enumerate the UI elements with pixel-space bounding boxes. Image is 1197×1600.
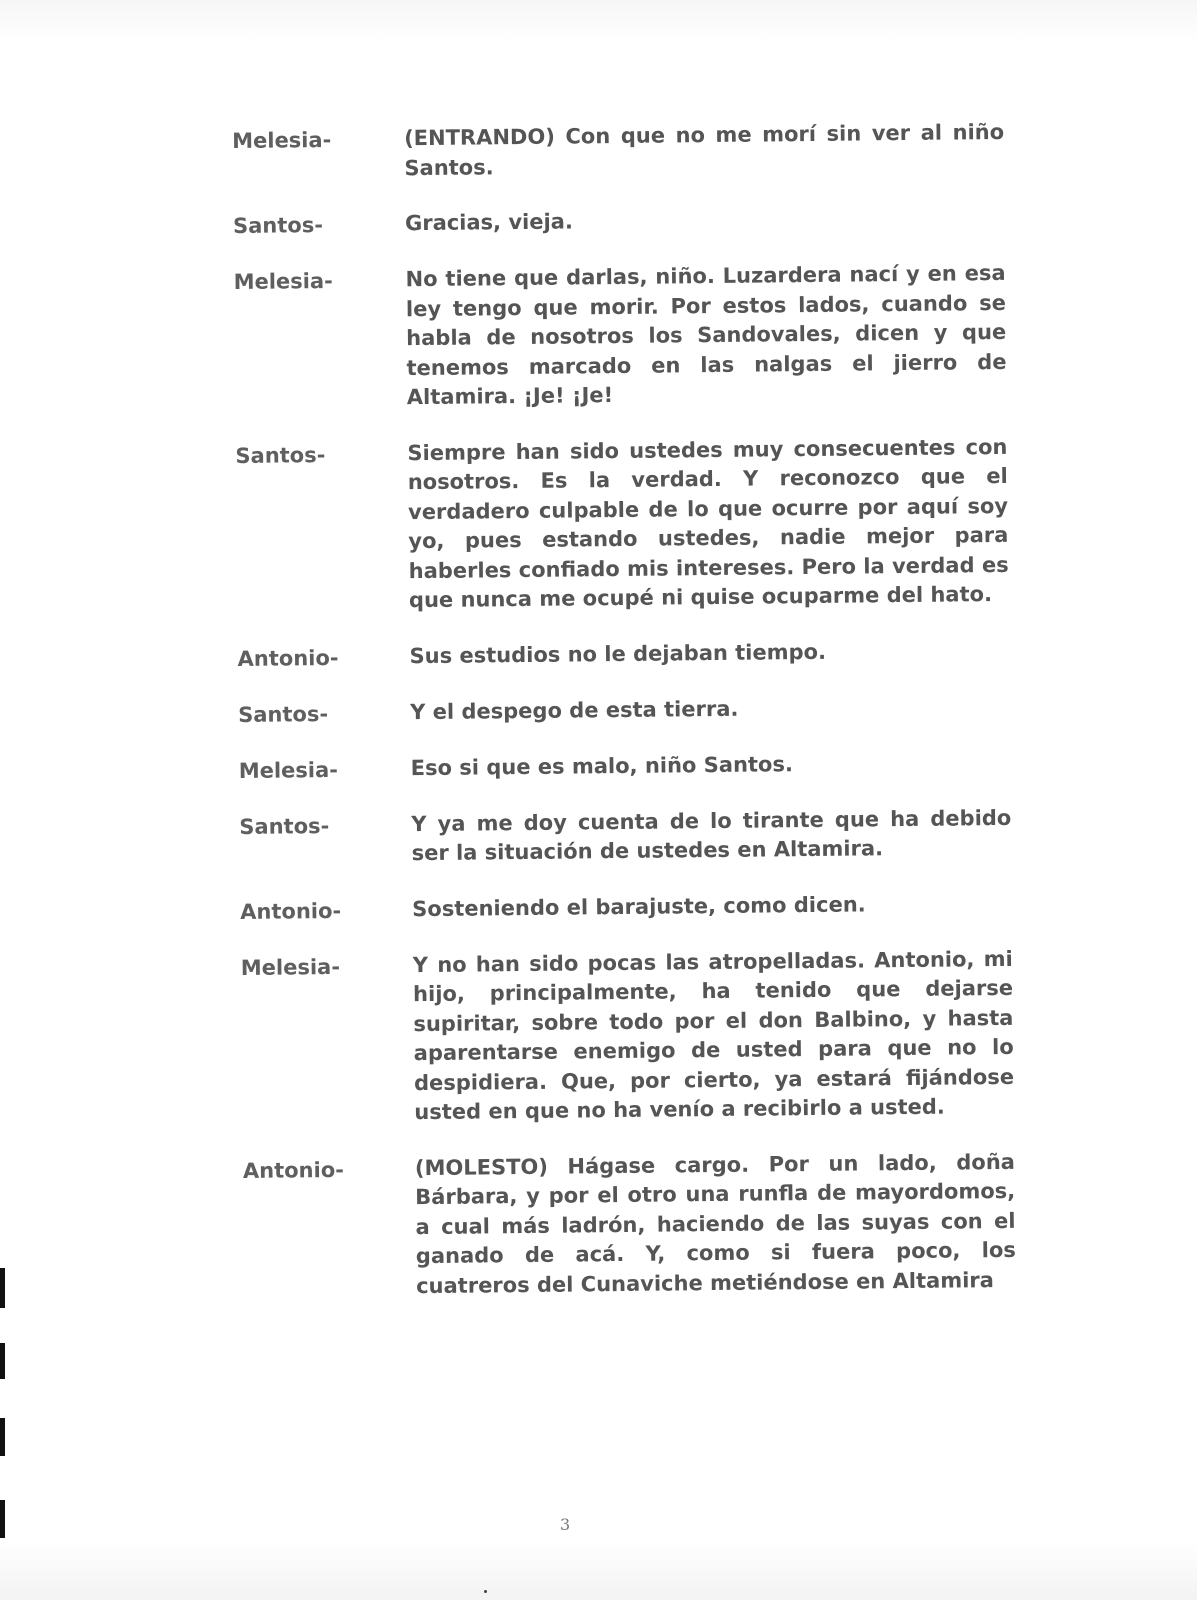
dialogue-line xyxy=(237,635,1037,673)
speaker-name: Antonio- xyxy=(240,898,342,924)
binding-mark xyxy=(0,1500,5,1538)
dialogue-line xyxy=(235,432,1037,617)
speech-text: Sosteniendo el barajuste, como dicen. xyxy=(412,891,866,921)
speech-text: Eso si que es malo, niño Santos. xyxy=(410,751,794,780)
speech-text: Siempre han sido ustedes muy consecuentes con nosotros. Es la verdad. Y reconozco que el verdadero culpable de lo que ocurre por aquí soy yo, pues estando ustedes, nadie mejor para haberles confiado mis intereses. Pero la verdad es que nunca me ocupé ni quise ocuparme del hato. xyxy=(407,434,1009,613)
speaker-name: Melesia- xyxy=(240,954,341,980)
dialogue-line xyxy=(239,747,1039,785)
speech-text: Y el despego de esta tierra. xyxy=(410,696,739,724)
page-number: 3 xyxy=(560,1515,571,1534)
speaker-name: Santos- xyxy=(239,813,330,839)
speech-text: No tiene que darlas, niño. Luzardera nací y en esa ley tengo que morir. Por estos lados, cuando se habla de nosotros los Sandovales, dicen y que tenemos marcado en las nalgas el jierro de Altamira. ¡Je! ¡Je! xyxy=(405,260,1007,410)
speaker-name: Antonio- xyxy=(237,645,339,671)
scan-speck xyxy=(484,1590,487,1593)
speaker-name: Melesia- xyxy=(232,127,332,153)
speech-text: Gracias, vieja. xyxy=(404,209,574,236)
dialogue-block xyxy=(232,118,1044,1303)
speaker-name: Melesia- xyxy=(233,268,333,294)
speaker-name: Antonio- xyxy=(242,1157,345,1183)
binding-mark xyxy=(0,1418,5,1456)
dialogue-line xyxy=(240,888,1040,926)
speaker-name: Santos- xyxy=(238,701,329,727)
binding-mark xyxy=(0,1343,5,1379)
speech-text: (MOLESTO) Hágase cargo. Por un lado, doña Bárbara, y por el otro una runfla de mayordomos, a cual más ladrón, haciendo de las suyas con el ganado de acá. Y, como si fuera poco, los cuatreros del Cunaviche metiéndose en Altamira xyxy=(414,1149,1016,1298)
speaker-name: Santos- xyxy=(232,213,324,238)
dialogue-line xyxy=(243,1147,1045,1303)
speaker-name: Melesia- xyxy=(238,757,339,783)
dialogue-line xyxy=(238,691,1038,729)
dialogue-line xyxy=(233,259,1035,415)
speech-text: Y no han sido pocas las atropelladas. Antonio, mi hijo, principalmente, ha tenido que dejarse supiritar, sobre todo por el don Balbino, y hasta aparentarse enemigo de usted para que no lo despidiera. Que, por cierto, ya estará fijándose usted en que no ha venío a recibirlo a usted. xyxy=(412,946,1015,1125)
dialogue-line xyxy=(239,803,1040,870)
dialogue-line xyxy=(233,203,1033,241)
speech-text: (ENTRANDO) Con que no me morí sin ver al niño Santos. xyxy=(404,119,1005,180)
dialogue-line xyxy=(232,118,1033,185)
speech-text: Sus estudios no le dejaban tiempo. xyxy=(409,639,827,668)
speech-text: Y ya me doy cuenta de lo tirante que ha debido ser la situación de ustedes en Altamira. xyxy=(411,805,1012,866)
binding-mark xyxy=(0,1268,5,1308)
speaker-name: Santos- xyxy=(235,442,326,468)
dialogue-line xyxy=(241,944,1043,1129)
